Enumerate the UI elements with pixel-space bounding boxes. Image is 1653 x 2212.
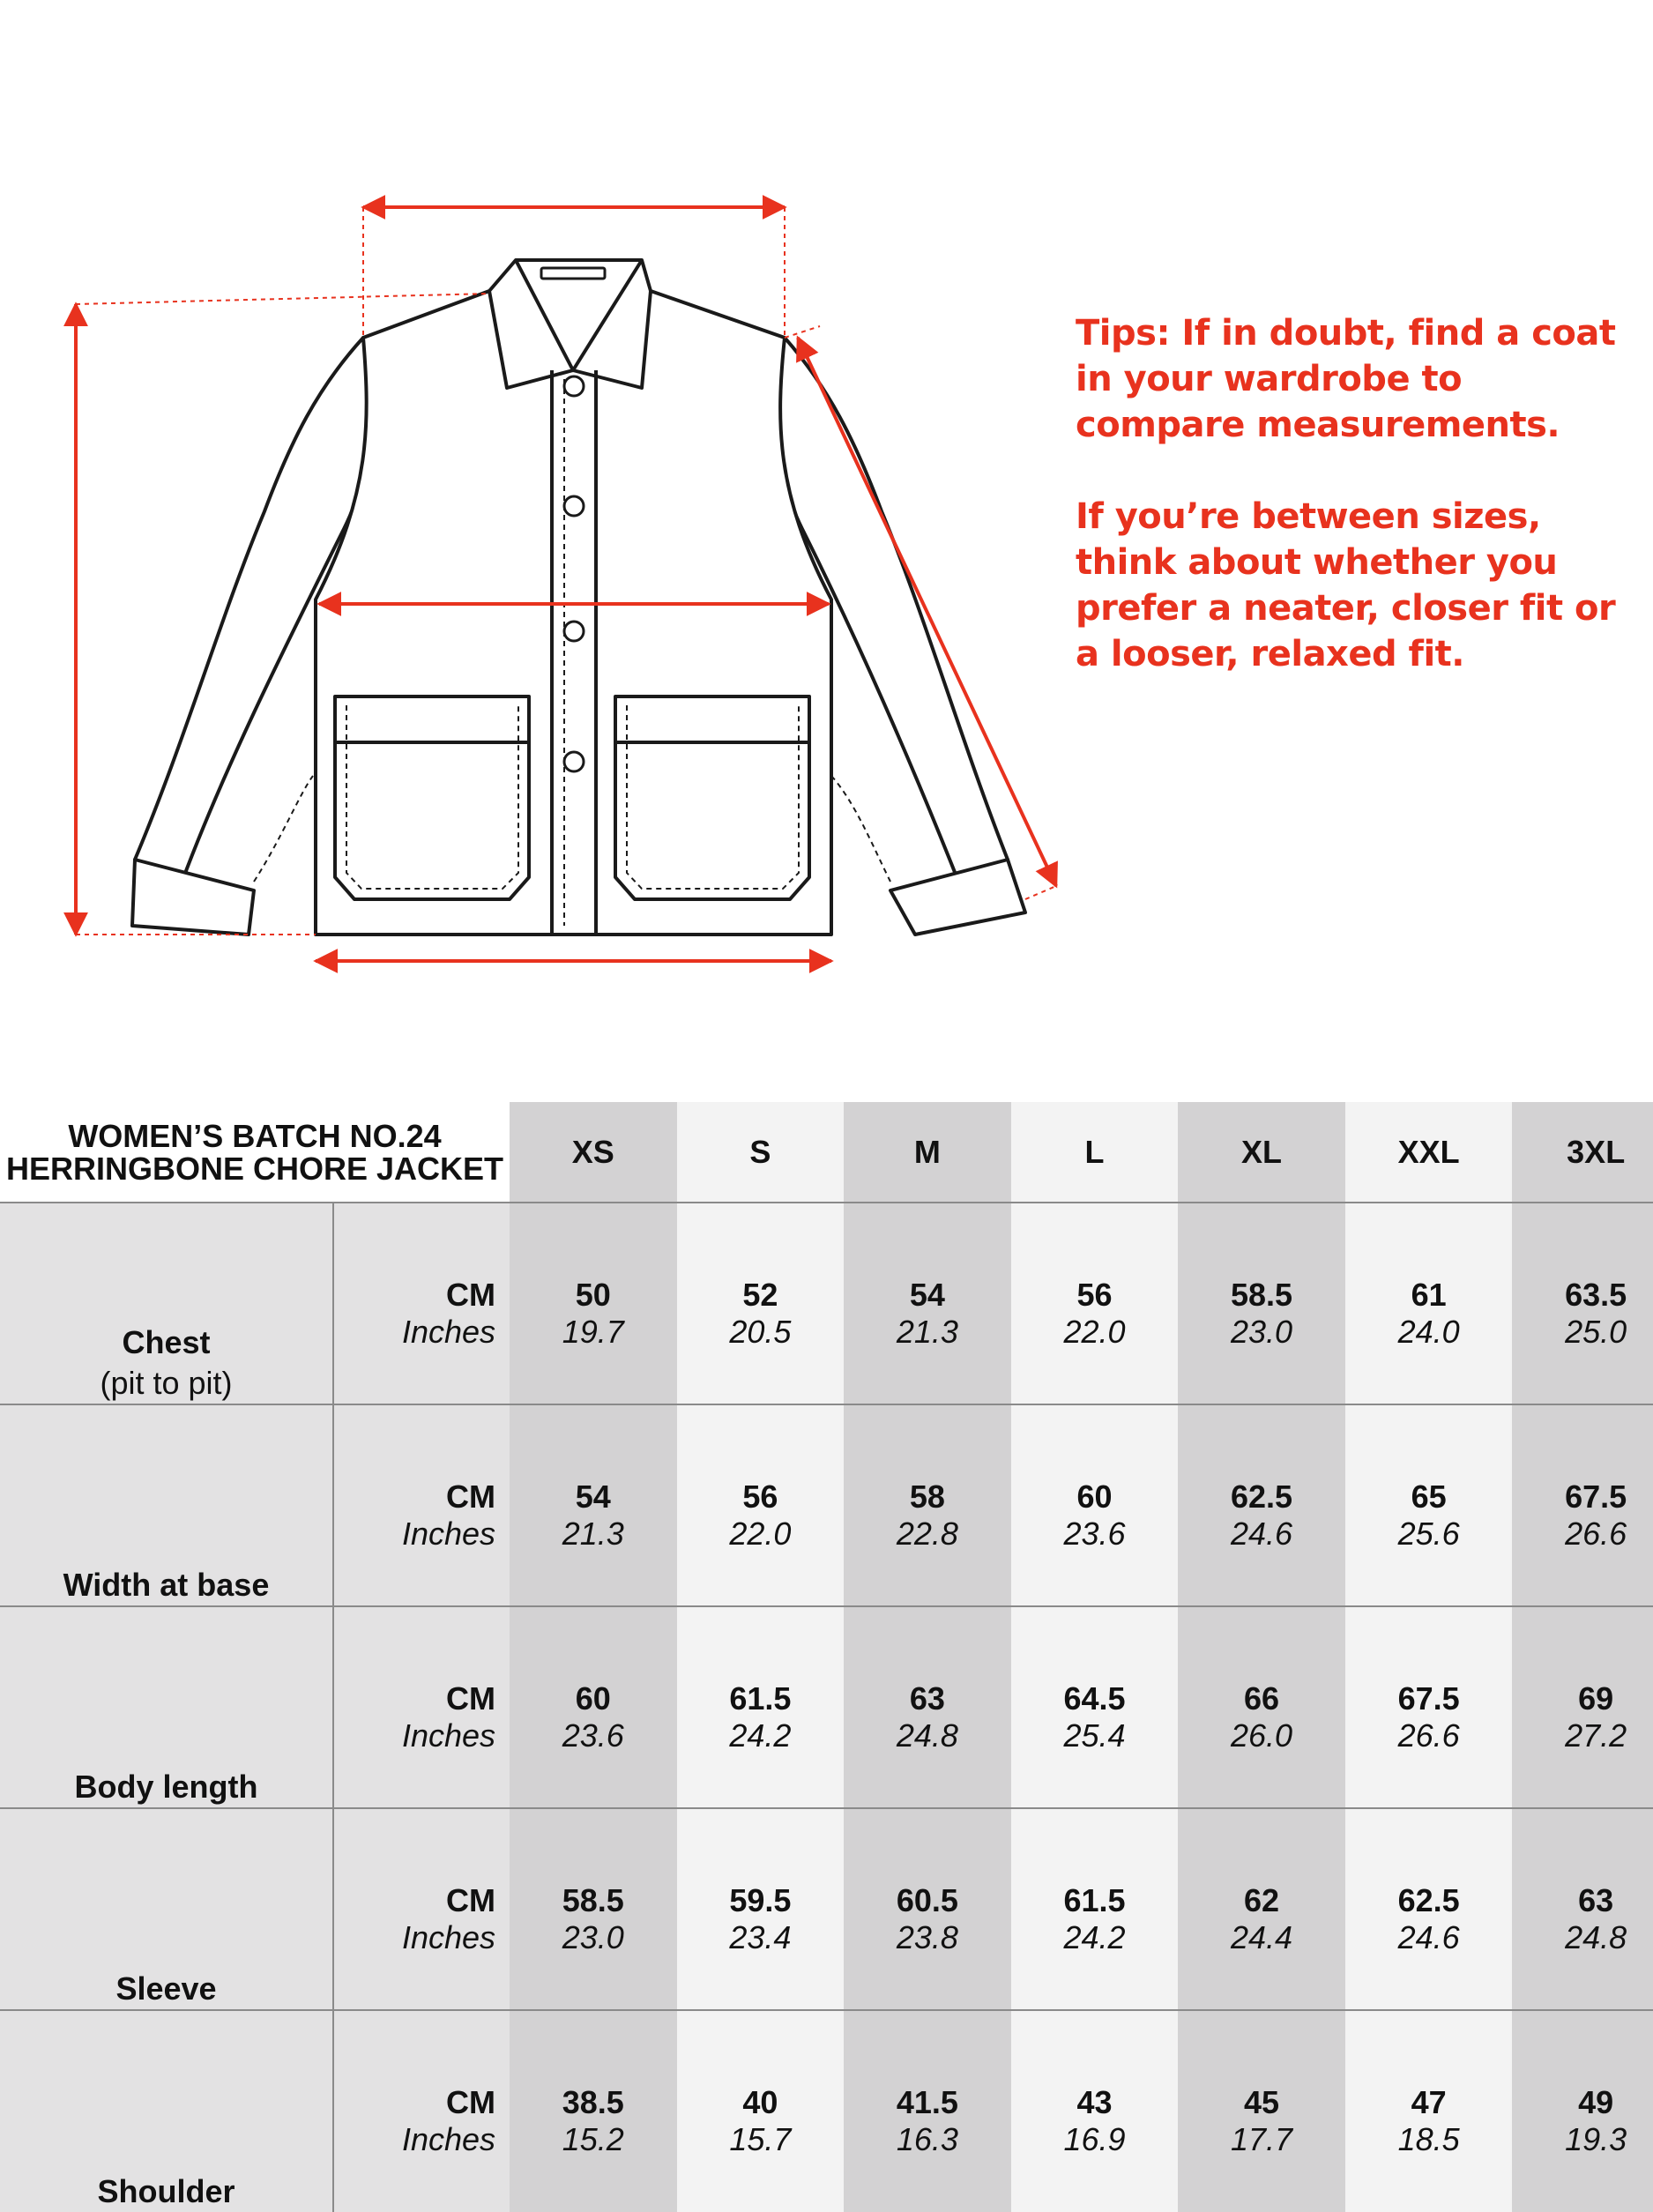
size-chart-table <box>0 1102 1653 2212</box>
tip-between-sizes: If you’re between sizes, think about whether you prefer a neater, closer fit or a looser, relaxed fit. <box>1076 496 1616 674</box>
cell-inches-xl: 26.0 <box>1178 1717 1345 1808</box>
table-row-width-at-base-cm <box>0 1404 1653 1516</box>
cell-inches-xl: 17.7 <box>1178 2121 1345 2212</box>
measurement-sublabel: (pit to pit) <box>100 1365 233 1401</box>
size-header-row <box>0 1102 1653 1203</box>
size-header-xxl: XXL <box>1345 1102 1513 1203</box>
measurement-label <box>0 1808 333 2010</box>
cell-inches-m: 24.8 <box>844 1717 1011 1808</box>
cell-cm-xxl: 65 <box>1345 1404 1513 1516</box>
cell-cm-l: 60 <box>1011 1404 1179 1516</box>
measurement-name: Shoulder <box>97 2173 235 2209</box>
cell-cm-l: 61.5 <box>1011 1808 1179 1919</box>
cell-inches-l: 25.4 <box>1011 1717 1179 1808</box>
measurement-label <box>0 1203 333 1404</box>
cell-inches-xs: 19.7 <box>510 1314 677 1404</box>
measurement-label <box>0 2010 333 2212</box>
cell-cm-xs: 38.5 <box>510 2010 677 2121</box>
cell-cm-xs: 54 <box>510 1404 677 1516</box>
table-row-sleeve-cm <box>0 1808 1653 1919</box>
cell-inches-3xl: 24.8 <box>1512 1919 1653 2010</box>
cell-cm-m: 41.5 <box>844 2010 1011 2121</box>
unit-label-cm: CM <box>333 2010 510 2121</box>
unit-label-inches: Inches <box>333 1919 510 2010</box>
cell-inches-l: 16.9 <box>1011 2121 1179 2212</box>
unit-label-inches: Inches <box>333 1717 510 1808</box>
cell-inches-xxl: 24.6 <box>1345 1919 1513 2010</box>
cell-inches-xl: 24.6 <box>1178 1516 1345 1606</box>
unit-label-cm: CM <box>333 1606 510 1717</box>
size-header-3xl: 3XL <box>1512 1102 1653 1203</box>
size-header-s: S <box>677 1102 845 1203</box>
cell-inches-xl: 23.0 <box>1178 1314 1345 1404</box>
cell-cm-3xl: 49 <box>1512 2010 1653 2121</box>
cell-inches-s: 22.0 <box>677 1516 845 1606</box>
cell-inches-3xl: 27.2 <box>1512 1717 1653 1808</box>
measurement-name: Body length <box>74 1769 258 1805</box>
cell-cm-3xl: 67.5 <box>1512 1404 1653 1516</box>
cell-inches-s: 15.7 <box>677 2121 845 2212</box>
cell-inches-l: 23.6 <box>1011 1516 1179 1606</box>
size-header-l: L <box>1011 1102 1179 1203</box>
size-header-xl: XL <box>1178 1102 1345 1203</box>
measurement-name: Sleeve <box>115 1970 217 2007</box>
unit-label-inches: Inches <box>333 1314 510 1404</box>
measurement-label <box>0 1606 333 1808</box>
cell-inches-xxl: 26.6 <box>1345 1717 1513 1808</box>
cell-cm-l: 43 <box>1011 2010 1179 2121</box>
cell-cm-s: 40 <box>677 2010 845 2121</box>
cell-cm-m: 54 <box>844 1203 1011 1314</box>
product-name-line1: WOMEN’S BATCH NO.24 <box>68 1117 442 1154</box>
cell-inches-3xl: 26.6 <box>1512 1516 1653 1606</box>
cell-cm-xl: 62 <box>1178 1808 1345 1919</box>
product-name-line2: HERRINGBONE CHORE JACKET <box>5 1150 504 1187</box>
cell-cm-xl: 45 <box>1178 2010 1345 2121</box>
cell-inches-s: 24.2 <box>677 1717 845 1808</box>
cell-cm-3xl: 63.5 <box>1512 1203 1653 1314</box>
cell-inches-xxl: 25.6 <box>1345 1516 1513 1606</box>
cell-inches-xs: 21.3 <box>510 1516 677 1606</box>
cell-cm-3xl: 63 <box>1512 1808 1653 1919</box>
unit-label-cm: CM <box>333 1808 510 1919</box>
cell-inches-xl: 24.4 <box>1178 1919 1345 2010</box>
cell-cm-xxl: 47 <box>1345 2010 1513 2121</box>
jacket-outline <box>132 260 1025 935</box>
cell-cm-m: 58 <box>844 1404 1011 1516</box>
cell-inches-3xl: 25.0 <box>1512 1314 1653 1404</box>
cell-cm-s: 59.5 <box>677 1808 845 1919</box>
cell-inches-m: 21.3 <box>844 1314 1011 1404</box>
cell-cm-xxl: 67.5 <box>1345 1606 1513 1717</box>
cell-cm-xs: 60 <box>510 1606 677 1717</box>
cell-cm-xs: 50 <box>510 1203 677 1314</box>
cell-cm-s: 56 <box>677 1404 845 1516</box>
cell-cm-m: 60.5 <box>844 1808 1011 1919</box>
cell-cm-xl: 62.5 <box>1178 1404 1345 1516</box>
cell-inches-3xl: 19.3 <box>1512 2121 1653 2212</box>
cell-cm-3xl: 69 <box>1512 1606 1653 1717</box>
size-chart-body <box>0 1203 1653 2212</box>
table-row-chest-cm <box>0 1203 1653 1314</box>
cell-inches-m: 16.3 <box>844 2121 1011 2212</box>
cell-inches-xs: 23.0 <box>510 1919 677 2010</box>
cell-cm-m: 63 <box>844 1606 1011 1717</box>
fit-tips <box>1076 310 1622 723</box>
cell-cm-l: 56 <box>1011 1203 1179 1314</box>
tip-compare-measurements: Tips: If in doubt, find a coat in your wardrobe to compare measurements. <box>1076 313 1616 445</box>
unit-label-inches: Inches <box>333 1516 510 1606</box>
cell-inches-m: 22.8 <box>844 1516 1011 1606</box>
unit-label-cm: CM <box>333 1203 510 1314</box>
measurement-name: Chest <box>122 1324 211 1360</box>
cell-cm-s: 52 <box>677 1203 845 1314</box>
unit-label-inches: Inches <box>333 2121 510 2212</box>
cell-cm-xs: 58.5 <box>510 1808 677 1919</box>
cell-inches-xs: 23.6 <box>510 1717 677 1808</box>
cell-cm-xl: 58.5 <box>1178 1203 1345 1314</box>
cell-inches-xxl: 24.0 <box>1345 1314 1513 1404</box>
cell-inches-s: 23.4 <box>677 1919 845 2010</box>
cell-inches-m: 23.8 <box>844 1919 1011 2010</box>
cell-inches-l: 24.2 <box>1011 1919 1179 2010</box>
table-row-body-length-cm <box>0 1606 1653 1717</box>
product-name <box>0 1102 510 1203</box>
cell-inches-l: 22.0 <box>1011 1314 1179 1404</box>
cell-inches-xxl: 18.5 <box>1345 2121 1513 2212</box>
size-header-m: M <box>844 1102 1011 1203</box>
cell-cm-xxl: 61 <box>1345 1203 1513 1314</box>
table-row-shoulder-cm <box>0 2010 1653 2121</box>
measurement-label <box>0 1404 333 1606</box>
cell-cm-s: 61.5 <box>677 1606 845 1717</box>
cell-cm-xxl: 62.5 <box>1345 1808 1513 1919</box>
measurement-name: Width at base <box>63 1567 270 1603</box>
size-header-xs: XS <box>510 1102 677 1203</box>
cell-cm-l: 64.5 <box>1011 1606 1179 1717</box>
unit-label-cm: CM <box>333 1404 510 1516</box>
cell-inches-s: 20.5 <box>677 1314 845 1404</box>
cell-inches-xs: 15.2 <box>510 2121 677 2212</box>
cell-cm-xl: 66 <box>1178 1606 1345 1717</box>
